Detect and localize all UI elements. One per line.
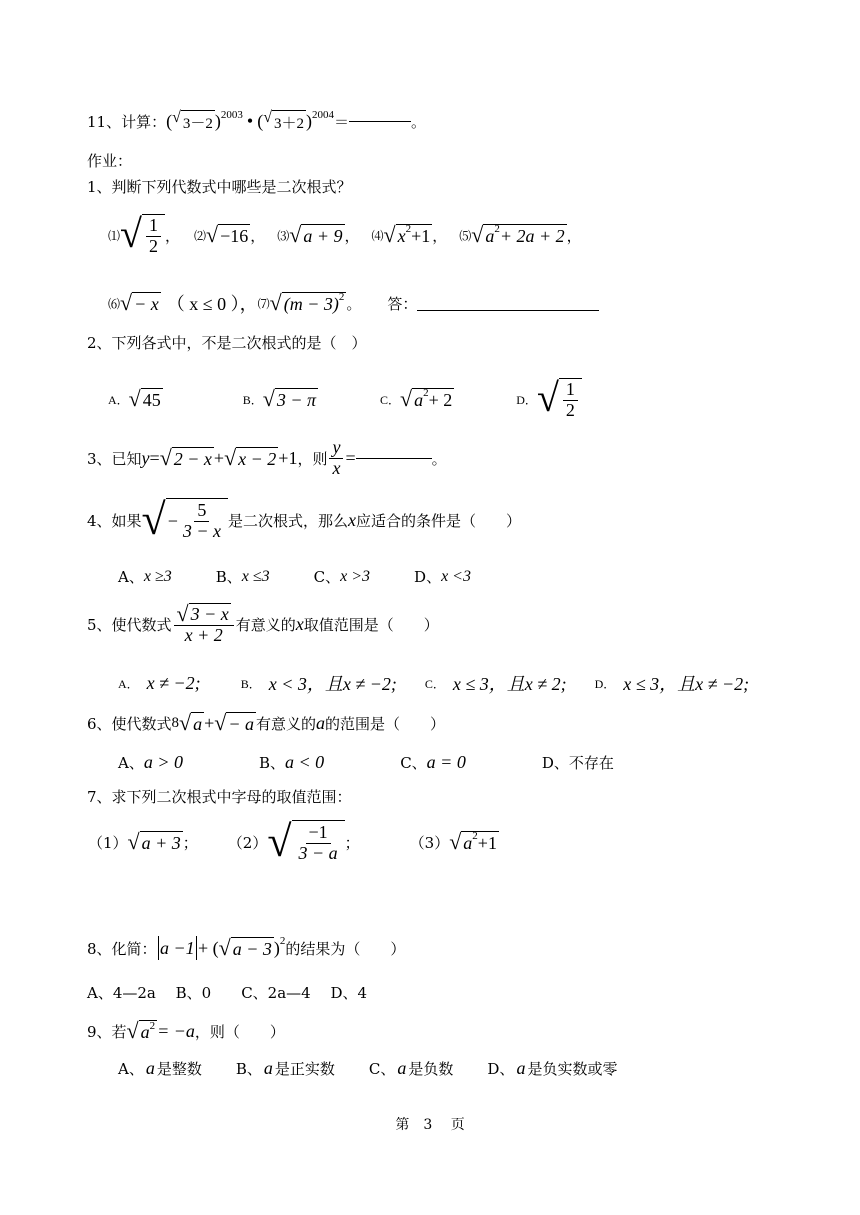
hw5: 5、使代数式 √ 3 − x x + 2 有意义的 x 取值范围是（ ） [87, 601, 439, 645]
hw4-options: A、 x ≥3 B、 x ≤3 C、 x >3 D、 x <3 [118, 567, 471, 586]
homework-label: 作业： [87, 152, 133, 170]
hw9: 9、若 √ a 2 = −a ，则（ ） [87, 1018, 285, 1043]
page-footer: 第 3 页 [395, 1117, 465, 1133]
hw8-options: A、4—2a B、0 C、2a—4 D、4 [87, 984, 368, 1002]
hw8: 8、化简： a −1 + ( √ a − 3 ) 2 的结果为（ ） [87, 934, 406, 960]
hw7-stem: 7、求下列二次根式中字母的取值范围： [87, 788, 352, 806]
hw2-stem: 2、下列各式中，不是二次根式的是（ ） [87, 334, 367, 352]
hw1-stem: 1、判断下列代数式中哪些是二次根式？ [87, 178, 352, 196]
radical: √ 3－2 [172, 109, 213, 132]
question-11: 11、计算： ( √ 3－2 ) 2003 • ( √ 3＋2 ) 2004 ＝ 。 [87, 108, 427, 132]
hw5-options: A． x ≠ −2; B． x < 3，且x ≠ −2; C． x ≤ 3，且x ≠ 2; D． x ≤ 3，且x ≠ −2; [118, 672, 750, 694]
hw6-options: A、 a > 0 B、 a < 0 C、 a = 0 D、不存在 [118, 752, 614, 772]
page-number: 3 [423, 1117, 433, 1133]
hw4: 4、如果 √ − $\frac{5}{3 - x}$ 是二次根式，那么 x 应适合的条件是（ ） [87, 495, 522, 544]
hw1-items-row1: ⑴ √ $\frac{1}{2}$ ， ⑵ √ −16 ， ⑶ √ a + 9 ， ⑷ √ x 2 +1 ， ⑸ √ a 2 + 2a + 2 ， [108, 211, 582, 256]
answer-blank[interactable] [417, 310, 599, 311]
hw3: 3、已知 y = √ 2 − x + √ x − 2 +1 ，则 $\frac{y}{x}$ = 。 [87, 437, 447, 478]
answer-blank[interactable] [356, 458, 432, 459]
hw9-options: A、 a 是整数 B、 a 是正实数 C、 a 是负数 D、 a 是负实数或零 [118, 1058, 618, 1078]
hw7-items: （1） √ a + 3 ； （2） √ $\frac{-1}{3 - a}$ ； （3） √ a 2 +1 [88, 817, 497, 866]
hw1-items-row2: ⑹ √ − x （ x ≤ 0 ）， ⑺ √ (m − 3) 2 。 答： [108, 290, 599, 316]
hw2-options: A． √ 45 B． √ 3 − π C． √ a 2 + 2 D． √ $\frac{1}{2}$ [108, 378, 582, 421]
hw6: 6、使代数式 8 √ a + √ − a 有意义的 a 的范围是（ ） [87, 710, 446, 735]
answer-blank[interactable] [349, 121, 411, 122]
